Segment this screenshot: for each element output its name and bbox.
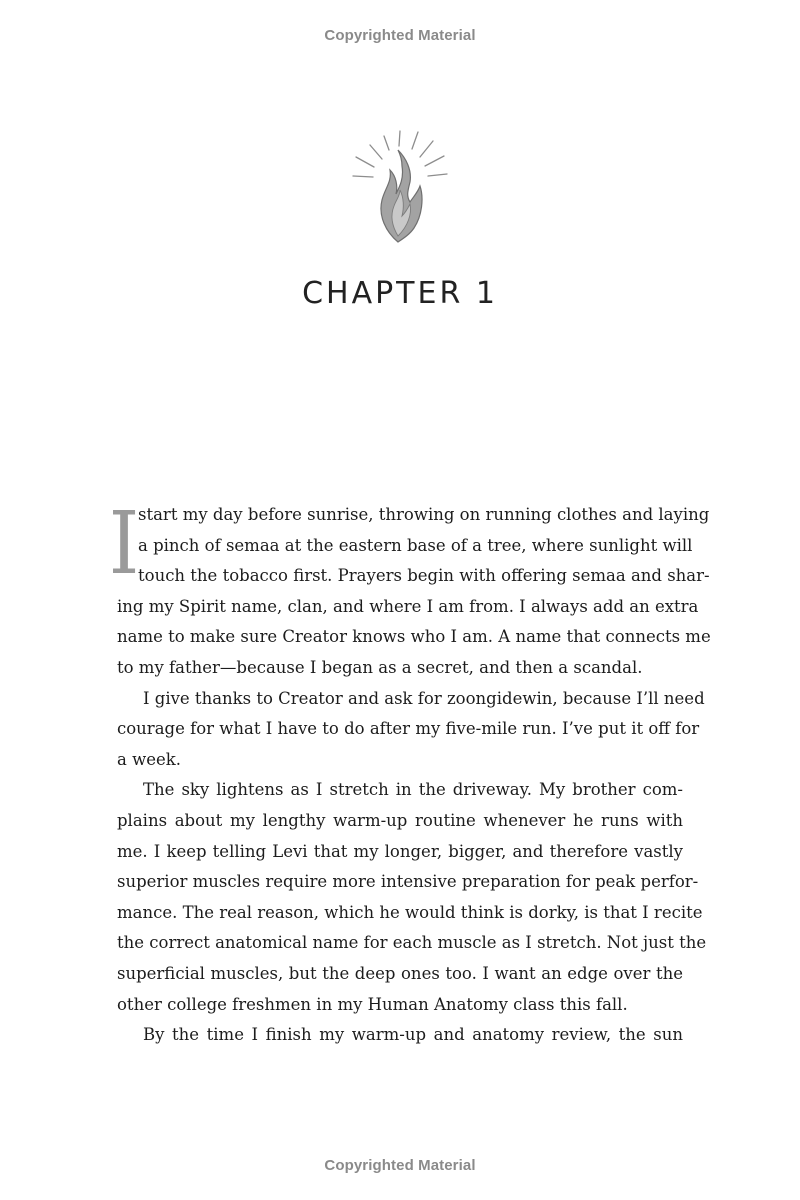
paragraph-1 [108,494,711,684]
text-line: By the time I finish my warm-up and anatomy review, the sun [143,1025,683,1045]
flame-icon [340,124,460,246]
text-line: courage for what I have to do after my five-mile run. I’ve put it off for [117,719,700,739]
paragraph-4 [117,1020,683,1051]
text-line: the correct anatomical name for each muscle as I stretch. Not just the [117,933,707,953]
text-line: other college freshmen in my Human Anatomy class this fall. [117,994,628,1014]
chapter-body [108,494,711,1051]
paragraph-2 [117,684,705,776]
text-line: mance. The real reason, which he would think is dorky, is that I recite [117,902,703,922]
text-line: touch the tobacco first. Prayers begin with offering semaa and shar- [138,566,710,586]
text-line: name to make sure Creator knows who I am. A name that connects me [117,627,711,647]
text-line: to my father—because I began as a secret, and then a scandal. [117,657,643,677]
text-line: superior muscles require more intensive preparation for peak perfor- [117,872,699,892]
text-line: superficial muscles, but the deep ones too. I want an edge over the [117,963,683,983]
text-line: The sky lightens as I stretch in the driveway. My brother com- [143,780,683,800]
text-line: start my day before sunrise, throwing on running clothes and laying [138,505,710,524]
text-line: plains about my lengthy warm-up routine whenever he runs with [117,810,683,830]
chapter-title: CHAPTER 1 [302,276,498,311]
text-line: a pinch of semaa at the eastern base of a tree, where sunlight will [138,535,693,555]
text-line: ing my Spirit name, clan, and where I am from. I always add an extra [117,596,699,616]
paragraph-3 [117,775,707,1020]
text-line: me. I keep telling Levi that my longer, bigger, and therefore vastly [117,841,683,861]
copyright-watermark-top: Copyrighted Material [324,27,476,44]
copyright-watermark-bottom: Copyrighted Material [324,1157,476,1174]
text-line: I give thanks to Creator and ask for zoongidewin, because I’ll need [143,688,705,708]
text-line: a week. [117,749,181,769]
drop-cap: I [108,494,140,594]
